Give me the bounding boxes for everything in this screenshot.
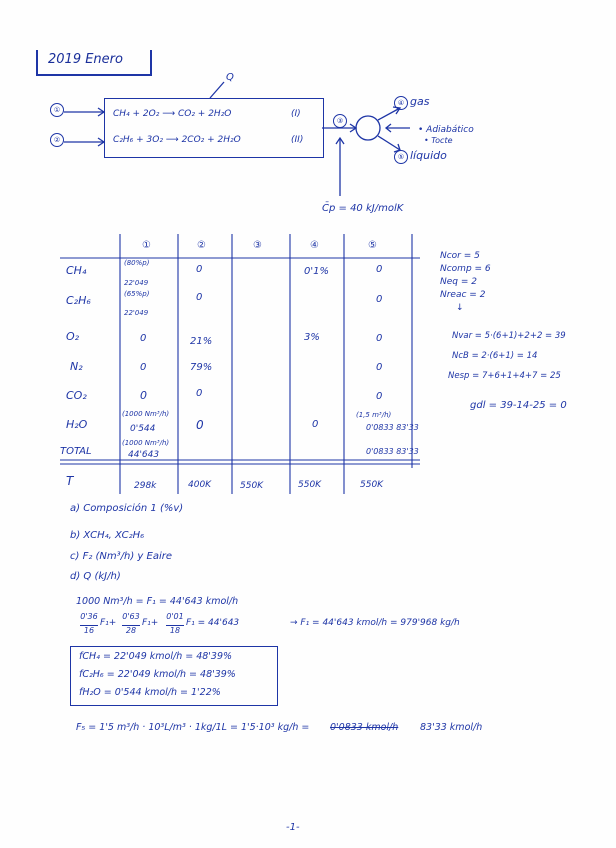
cp-label: C̄p = 40 kJ/molK: [322, 203, 404, 214]
col-header-4: ④: [310, 240, 319, 251]
row-label-c2h6: C₂H₆: [66, 294, 91, 307]
col-header-5: ⑤: [368, 240, 377, 251]
c2h6-s1-value: 22'049: [124, 309, 149, 317]
frac-1-den: 16: [80, 625, 98, 635]
row-label-ch4: CH₄: [66, 264, 87, 277]
frac-op-1: F₁+: [100, 618, 117, 628]
f5-struck: 0'0833 kmol/h: [330, 722, 399, 733]
dof-ncb: NcB = 2·(6+1) = 14: [452, 351, 538, 361]
dof-nreac: Nreac = 2: [440, 290, 486, 300]
o2-s4-value: 3%: [304, 332, 320, 343]
reaction-1: CH₄ + 2O₂ ⟶ CO₂ + 2H₂O: [113, 109, 232, 119]
adiabatic-note: • Adiabático: [418, 125, 474, 135]
n2-s2-value: 79%: [190, 362, 213, 373]
dof-nesp: Nesp = 7+6+1+4+7 = 25: [448, 371, 561, 381]
gas-label: gas: [410, 95, 430, 108]
stream-5-marker: ⑤: [394, 150, 408, 164]
f5-result: 83'33 kmol/h: [420, 722, 483, 733]
dof-neq: Neq = 2: [440, 277, 477, 287]
row-label-n2: N₂: [70, 360, 83, 373]
page-title: 2019 Enero: [48, 52, 123, 67]
box-line-ch4: fCH₄ = 22'049 kmol/h = 48'39%: [79, 651, 233, 662]
f5-line: F₅ = 1'5 m³/h · 10³L/m³ · 1kg/1L = 1'5·10³ kg/h =: [76, 722, 310, 733]
question-b: b) XCH₄, XC₂H₆: [70, 530, 145, 541]
o2-s1-value: 0: [140, 333, 147, 344]
ch4-s5-value: 0: [376, 264, 383, 275]
frac-3-num: 0'01: [166, 612, 184, 621]
work-line-2-tail: F₁ = 44'643: [186, 618, 240, 628]
row-label-o2: O₂: [66, 330, 80, 343]
page-number: -1-: [286, 822, 300, 833]
work-line-1: 1000 Nm³/h = F₁ = 44'643 kmol/h: [76, 596, 239, 607]
ch4-s2-value: 0: [196, 264, 203, 275]
h2o-s1-note: (1000 Nm³/h): [122, 410, 170, 418]
reaction-2: C₂H₆ + 3O₂ ⟶ 2CO₂ + 2H₂O: [113, 135, 241, 145]
reactor-box: [104, 98, 324, 158]
box-line-c2h6: fC₂H₆ = 22'049 kmol/h = 48'39%: [79, 669, 236, 680]
stream-3-marker: ③: [333, 114, 347, 128]
question-a: a) Composición 1 (%v): [70, 503, 184, 514]
t-s5-value: 550K: [360, 480, 384, 490]
frac-3-den: 18: [166, 625, 184, 635]
ch4-s1-note: (80%p): [124, 259, 150, 267]
question-d: d) Q (kJ/h): [70, 571, 121, 582]
o2-s5-value: 0: [376, 333, 383, 344]
q-label: Q: [226, 72, 234, 83]
question-c: c) F₂ (Nm³/h) y Eaire: [70, 551, 173, 562]
dof-nvar: Nvar = 5·(6+1)+2+2 = 39: [452, 331, 566, 341]
n2-s1-value: 0: [140, 362, 147, 373]
frac-2-den: 28: [122, 625, 140, 635]
stream-1-marker: ①: [50, 103, 64, 117]
co2-s2-value: 0: [196, 388, 203, 399]
c2h6-s2-value: 0: [196, 292, 203, 303]
frac-op-2: F₁+: [142, 618, 159, 628]
h2o-s5-note: (1,5 m³/h): [356, 411, 392, 419]
reaction-2-label: (II): [291, 135, 304, 145]
h2o-s1-value: 0'544: [130, 424, 156, 434]
t-s4-value: 550K: [298, 480, 322, 490]
ch4-s4-value: 0'1%: [304, 266, 329, 277]
composition-box: [70, 646, 278, 706]
row-label-h2o: H₂O: [66, 418, 88, 431]
row-label-total: TOTAL: [60, 446, 92, 457]
t-s3-value: 550K: [240, 481, 264, 491]
total-s5-value: 0'0833 83'33: [366, 447, 419, 456]
reaction-1-label: (I): [291, 109, 301, 119]
col-header-2: ②: [197, 240, 206, 251]
stream-4-marker: ④: [394, 96, 408, 110]
t-s1-value: 298k: [134, 481, 157, 491]
h2o-s4-value: 0: [312, 419, 319, 430]
tcte-note: • Tocte: [424, 136, 453, 145]
frac-1-num: 0'36: [80, 612, 98, 621]
dof-ncomp: Ncomp = 6: [440, 264, 491, 274]
c2h6-s1-note: (65%p): [124, 290, 150, 298]
col-header-1: ①: [142, 240, 151, 251]
dof-ncor: Ncor = 5: [440, 251, 480, 261]
ch4-s1-value: 22'049: [124, 279, 149, 287]
co2-s1-value: 0: [140, 389, 147, 402]
t-s2-value: 400K: [188, 480, 212, 490]
stream-2-marker: ②: [50, 133, 64, 147]
total-s1-value: 44'643: [128, 450, 160, 460]
dof-arrow: ↓: [456, 303, 464, 313]
dof-gdl: gdl = 39-14-25 = 0: [470, 400, 567, 411]
row-label-t: T: [66, 474, 74, 488]
liquid-label: líquido: [410, 149, 447, 162]
c2h6-s5-value: 0: [376, 294, 383, 305]
box-line-h2o: fH₂O = 0'544 kmol/h = 1'22%: [79, 687, 221, 698]
row-label-co2: CO₂: [66, 389, 87, 402]
h2o-s2-value: 0: [196, 418, 204, 432]
n2-s5-value: 0: [376, 362, 383, 373]
total-s1-note: (1000 Nm³/h): [122, 439, 170, 447]
h2o-s5-value: 0'0833 83'33: [366, 423, 419, 432]
frac-2-num: 0'63: [122, 612, 140, 621]
col-header-3: ③: [253, 240, 262, 251]
co2-s5-value: 0: [376, 391, 383, 402]
work-line-2-result: → F₁ = 44'643 kmol/h = 979'968 kg/h: [290, 618, 460, 628]
o2-s2-value: 21%: [190, 336, 213, 347]
